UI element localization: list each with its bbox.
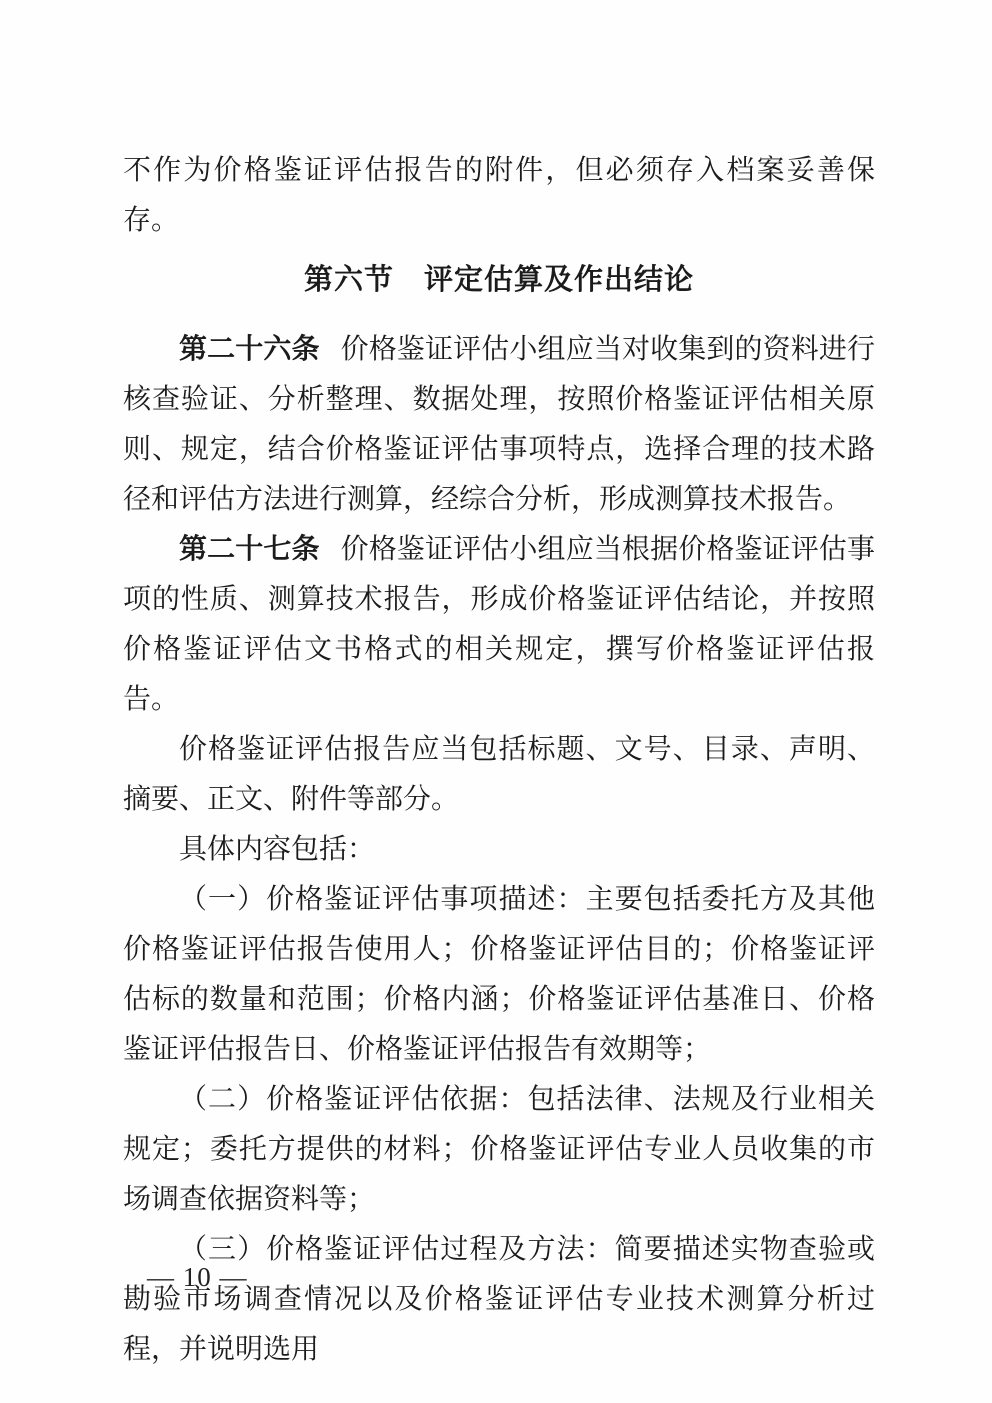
page-number: — 10 — <box>147 1262 248 1292</box>
article-27-paragraph <box>123 525 875 725</box>
item-3-text: （三）价格鉴证评估过程及方法：简要描述实物查验或勘验市场调查情况以及价格鉴证评估专业技术测算分析过程，并说明选用 <box>123 1234 875 1365</box>
item-1-text: （一）价格鉴证评估事项描述：主要包括委托方及其他价格鉴证评估报告使用人；价格鉴证评估目的；价格鉴证评估标的数量和范围；价格内涵；价格鉴证评估基准日、价格鉴证评估报告日、价格鉴证评估报告有效期等； <box>123 884 875 1065</box>
article-26-number: 第二十六条 <box>179 334 320 365</box>
item-2-paragraph <box>123 1075 875 1225</box>
report-components-paragraph <box>123 725 875 825</box>
article-27-text: 价格鉴证评估小组应当根据价格鉴证评估事项的性质、测算技术报告，形成价格鉴证评估结论，并按照价格鉴证评估文书格式的相关规定，撰写价格鉴证评估报告。 <box>123 534 875 715</box>
article-26-text: 价格鉴证评估小组应当对收集到的资料进行核查验证、分析整理、数据处理，按照价格鉴证评估相关原则、规定，结合价格鉴证评估事项特点，选择合理的技术路径和评估方法进行测算，经综合分析，形成测算技术报告。 <box>123 334 875 515</box>
report-components-text: 价格鉴证评估报告应当包括标题、文号、目录、声明、摘要、正文、附件等部分。 <box>123 734 875 815</box>
section-heading: 第六节 评定估算及作出结论 <box>303 264 694 296</box>
item-2-text: （二）价格鉴证评估依据：包括法律、法规及行业相关规定；委托方提供的材料；价格鉴证评估专业人员收集的市场调查依据资料等； <box>123 1084 875 1215</box>
content-overview-text: 具体内容包括： <box>179 834 376 865</box>
content-overview-paragraph <box>123 825 875 875</box>
item-1-paragraph <box>123 875 875 1075</box>
article-27-number: 第二十七条 <box>179 534 320 565</box>
item-3-paragraph <box>123 1225 875 1375</box>
continuation-paragraph: 不作为价格鉴证评估报告的附件，但必须存入档案妥善保存。 <box>123 155 875 236</box>
article-26-paragraph <box>123 325 875 525</box>
document-body <box>123 146 875 1375</box>
